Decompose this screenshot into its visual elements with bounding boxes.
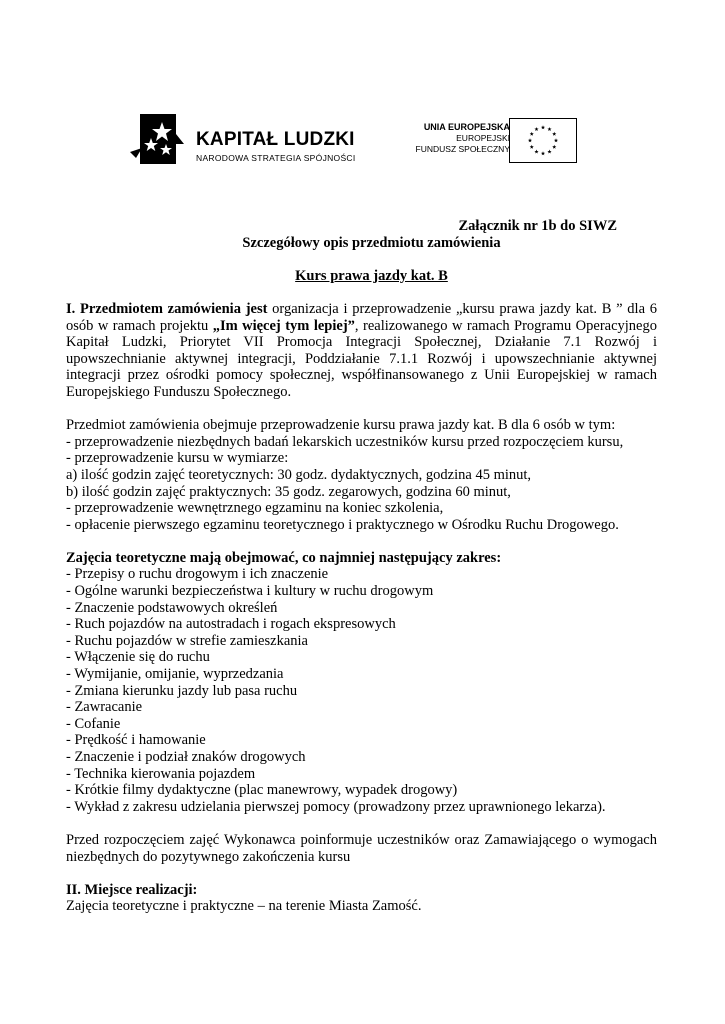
list-item: - Prędkość i hamowanie <box>66 732 206 749</box>
list-item: - Znaczenie podstawowych określeń <box>66 599 278 616</box>
course-title: Kurs prawa jazdy kat. B <box>295 267 448 284</box>
list-item: b) ilość godzin zajęć praktycznych: 35 godz. zegarowych, godzina 60 minut, <box>66 483 511 500</box>
scope-list <box>66 434 657 534</box>
section1-text-a: organizacja i przeprowadzenie „kursu prawa jazdy kat. B ” dla 6 osób w ramach projektu <box>66 300 657 334</box>
list-item: - przeprowadzenie wewnętrznego egzaminu na koniec szkolenia, <box>66 500 444 517</box>
eu-title: UNIA EUROPEJSKA <box>423 122 510 132</box>
eu-line3: FUNDUSZ SPOŁECZNY <box>415 144 510 154</box>
document-body <box>66 218 657 915</box>
list-item: - Wykład z zakresu udzielania pierwszej pomocy (prowadzony przez uprawnionego lekarza). <box>66 798 606 815</box>
list-item: - Włączenie się do ruchu <box>66 649 210 666</box>
kapital-ludzki-subtitle: NARODOWA STRATEGIA SPÓJNOŚCI <box>196 153 356 163</box>
list-item: - przeprowadzenie kursu w wymiarze: <box>66 450 289 467</box>
list-item: - Cofanie <box>66 715 121 732</box>
list-item: - opłacenie pierwszego egzaminu teoretycznego i praktycznego w Ośrodku Ruchu Drogowego. <box>66 516 619 533</box>
section1-paragraph <box>66 301 657 401</box>
scope-intro: Przedmiot zamówienia obejmuje przeprowadzenie kursu prawa jazdy kat. B dla 6 osób w tym: <box>66 417 616 434</box>
project-name: „Im więcej tym lepiej” <box>212 317 355 334</box>
section2-text: Zajęcia teoretyczne i praktyczne – na terenie Miasta Zamość. <box>66 898 422 915</box>
header-logos <box>0 0 725 200</box>
section2-heading: II. Miejsce realizacji: <box>66 881 198 898</box>
list-item: - Technika kierowania pojazdem <box>66 765 256 782</box>
list-item: - Wymijanie, omijanie, wyprzedzania <box>66 666 284 683</box>
eu-text-block <box>398 122 510 155</box>
info-paragraph: Przed rozpoczęciem zajęć Wykonawca poinformuje uczestników oraz Zamawiającego o wymogach niezbędnych do pozytywnego zakończenia kursu <box>66 831 657 865</box>
kapital-ludzki-title: KAPITAŁ LUDZKI <box>196 129 355 150</box>
list-item: - Ogólne warunki bezpieczeństwa i kultury w ruchu drogowym <box>66 583 434 600</box>
document-title: Szczegółowy opis przedmiotu zamówienia <box>242 234 501 251</box>
eu-line2: EUROPEJSKI <box>456 133 510 143</box>
list-item: - Krótkie filmy dydaktyczne (plac manewrowy, wypadek drogowy) <box>66 782 458 799</box>
list-item: - Ruch pojazdów na autostradach i rogach ekspresowych <box>66 616 396 633</box>
list-item: - Zawracanie <box>66 699 143 716</box>
list-item: - Ruchu pojazdów w strefie zamieszkania <box>66 632 308 649</box>
list-item: - przeprowadzenie niezbędnych badań lekarskich uczestników kursu przed rozpoczęciem kursu, <box>66 433 624 450</box>
list-item: - Zmiana kierunku jazdy lub pasa ruchu <box>66 682 298 699</box>
kapital-ludzki-emblem-icon <box>126 108 188 170</box>
section1-heading: I. Przedmiotem zamówienia jest <box>66 300 268 317</box>
eu-flag-icon <box>509 118 577 163</box>
theory-heading: Zajęcia teoretyczne mają obejmować, co najmniej następujący zakres: <box>66 549 502 566</box>
section1-text-b: , realizowanego w ramach Programu Operacyjnego Kapitał Ludzki, Priorytet VII Promocja Integracji Społecznej, Działanie 7.1 Rozwój i upowszechnianie aktywnej integracji, Poddziałanie 7.1.1 Rozwój i upowszechnianie aktywnej integracji przez ośrodki pomocy społecznej, współfinansowanego z Unii Europejskiej w ramach Europejskiego Funduszu Społecznego. <box>66 317 657 400</box>
attachment-label: Załącznik nr 1b do SIWZ <box>458 218 617 234</box>
list-item: a) ilość godzin zajęć teoretycznych: 30 godz. dydaktycznych, godzina 45 minut, <box>66 466 532 483</box>
list-item: - Przepisy o ruchu drogowym i ich znaczenie <box>66 566 329 583</box>
theory-list <box>66 566 657 815</box>
list-item: - Znaczenie i podział znaków drogowych <box>66 749 306 765</box>
